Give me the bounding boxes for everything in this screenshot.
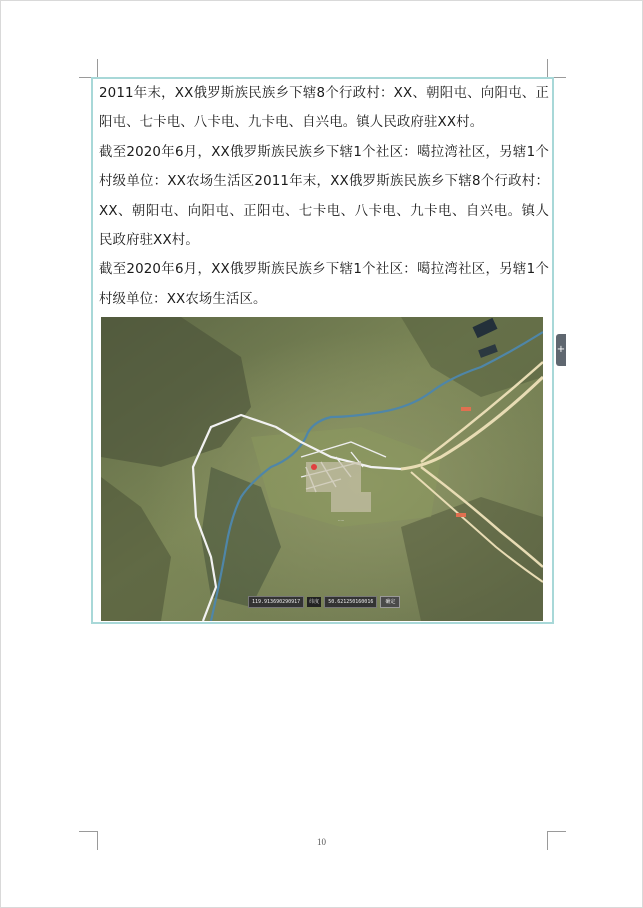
page-number: 10 [317, 837, 326, 847]
crop-mark-top-left [79, 59, 98, 78]
paragraph-2: 截至2020年6月，XX俄罗斯族民族乡下辖1个社区：噶拉湾社区，另辖1个村级单位：XX农场生活区2011年末，XX俄罗斯族民族乡下辖8个行政村：XX、朝阳屯、向阳屯、正阳屯、七卡电、八卡电、九卡电、自兴电。镇人民政府驻XX村。 [99, 144, 549, 249]
paragraph-3: 截至2020年6月，XX俄罗斯族民族乡下辖1个社区：噶拉湾社区，另辖1个村级单位：XX农场生活区。 [99, 262, 549, 307]
plus-icon: + [556, 344, 566, 355]
paragraph-1: 2011年末，XX俄罗斯族民族乡下辖8个行政村：XX、朝阳屯、向阳屯、正阳屯、七卡电、八卡电、九卡电、自兴电。镇人民政府驻XX村。 [99, 86, 549, 131]
svg-text:·····: ····· [338, 518, 345, 523]
latitude-label: 纬度 [309, 599, 320, 605]
satellite-map-image [101, 317, 543, 621]
side-expand-tab[interactable] [556, 334, 566, 366]
confirm-button[interactable]: 确定 [380, 596, 400, 608]
text-box[interactable] [91, 77, 554, 624]
body-text [99, 79, 549, 314]
crop-mark-top-right [547, 59, 566, 78]
coordinate-readout [248, 596, 400, 608]
longitude-field[interactable]: 119.913690290917 [248, 596, 304, 608]
latitude-field[interactable]: 50.621250160016 [324, 596, 377, 608]
satellite-map [101, 317, 543, 621]
